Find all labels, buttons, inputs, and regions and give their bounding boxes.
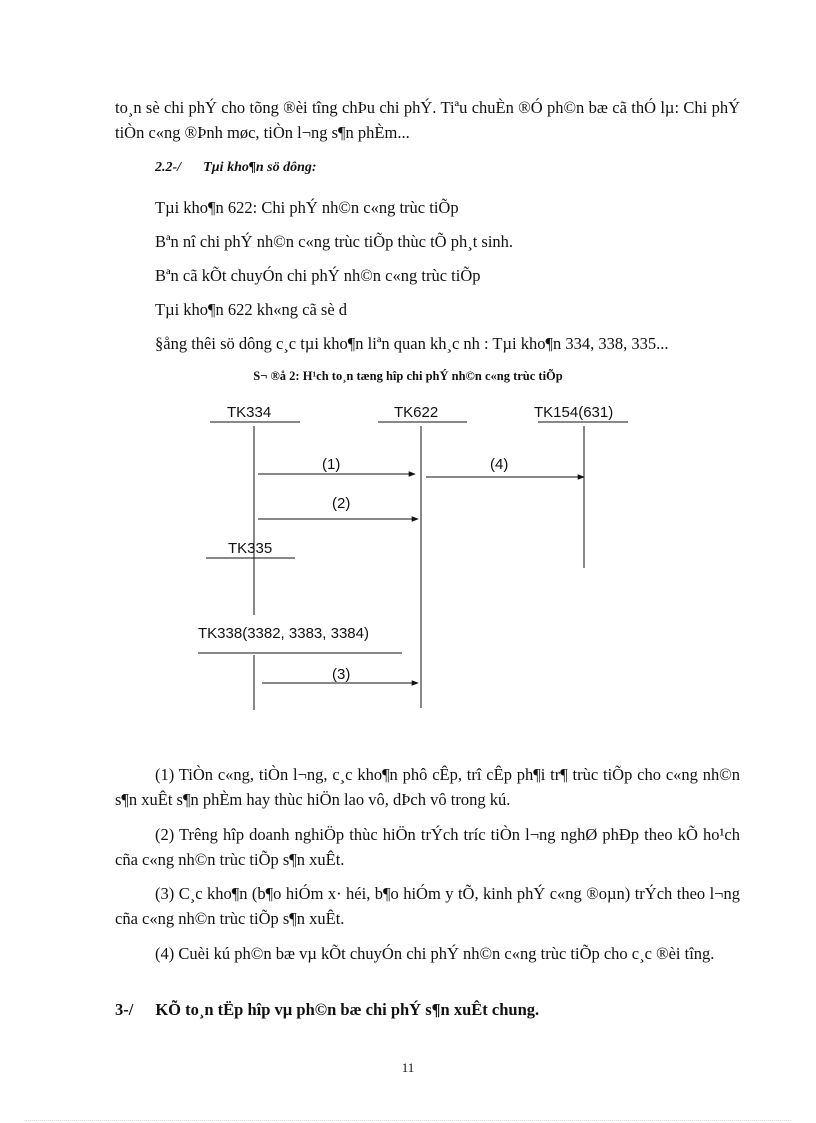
arrow-label-3: (3) [332, 666, 351, 683]
subsection-number: 2.2-/ [155, 160, 182, 175]
explanation-paragraph: (2) Trêng hîp doanh nghiÖp thùc hiÖn trÝch tríc tiÒn l¬ng nghØ phÐp theo kÕ ho¹ch cña c«ng nh©n trùc tiÕp s¶n xuÊt. [115, 825, 740, 869]
account-line: §ång thêi sö dông c¸c tµi kho¶n liªn quan kh¸c nh : Tµi kho¶n 334, 338, 335... [155, 334, 669, 353]
page-bottom-border [25, 1120, 791, 1121]
section-title: KÕ to¸n tËp hîp vµ ph©n bæ chi phÝ s¶n xuÊt chung. [155, 1000, 540, 1019]
account-label-tk622: TK622 [394, 404, 439, 421]
account-label-tk338: TK338(3382, 3383, 3384) [198, 625, 369, 642]
diagram-caption: S¬ ®å 2: H¹ch to¸n tæng hîp chi phÝ nh©n c«ng trùc tiÕp [253, 369, 563, 383]
arrow-label-4: (4) [490, 456, 509, 473]
arrow-label-2: (2) [332, 495, 351, 512]
explanation-paragraph: (4) Cuèi kú ph©n bæ vµ kÕt chuyÓn chi phÝ nh©n c«ng trùc tiÕp cho c¸c ®èi tîng. [155, 944, 715, 963]
explanation-paragraph: (1) TiÒn c«ng, tiÒn l¬ng, c¸c kho¶n phô cÊp, trî cÊp ph¶i tr¶ trùc tiÕp cho c«ng nh©n s¶n xuÊt s¶n phÈm hay thùc hiÖn lao vô, dÞch vô trong kú. [115, 765, 740, 809]
explanation-paragraph: (3) C¸c kho¶n (b¶o hiÓm x· héi, b¶o hiÓm y tÕ, kinh phÝ c«ng ®oµn) trÝch theo l¬ng cña c«ng nh©n trùc tiÕp s¶n xuÊt. [115, 884, 740, 928]
arrow-label-1: (1) [322, 456, 341, 473]
account-line: Bªn nî chi phÝ nh©n c«ng trùc tiÕp thùc tÕ ph¸t sinh. [155, 232, 514, 251]
page-number: 11 [401, 1060, 415, 1075]
account-line: Bªn cã kÕt chuyÓn chi phÝ nh©n c«ng trùc tiÕp [155, 266, 481, 285]
intro-paragraph: to¸n sè chi phÝ cho tõng ®èi tîng chÞu chi phÝ. Tiªu chuÈn ®Ó ph©n bæ cã thÓ lµ: Chi phÝ tiÒn c«ng ®Þnh møc, tiÒn l¬ng s¶n phÈm... [115, 98, 740, 142]
subsection-title: Tµi kho¶n sö dông: [203, 160, 317, 175]
section-number: 3-/ [115, 1000, 134, 1019]
account-line: Tµi kho¶n 622 kh«ng cã sè d [155, 300, 348, 319]
account-label-tk335: TK335 [228, 540, 273, 557]
account-line: Tµi kho¶n 622: Chi phÝ nh©n c«ng trùc tiÕp [155, 198, 459, 217]
account-label-tk334: TK334 [227, 404, 272, 421]
section-heading [115, 1000, 539, 1020]
account-label-tk154: TK154(631) [534, 404, 614, 421]
